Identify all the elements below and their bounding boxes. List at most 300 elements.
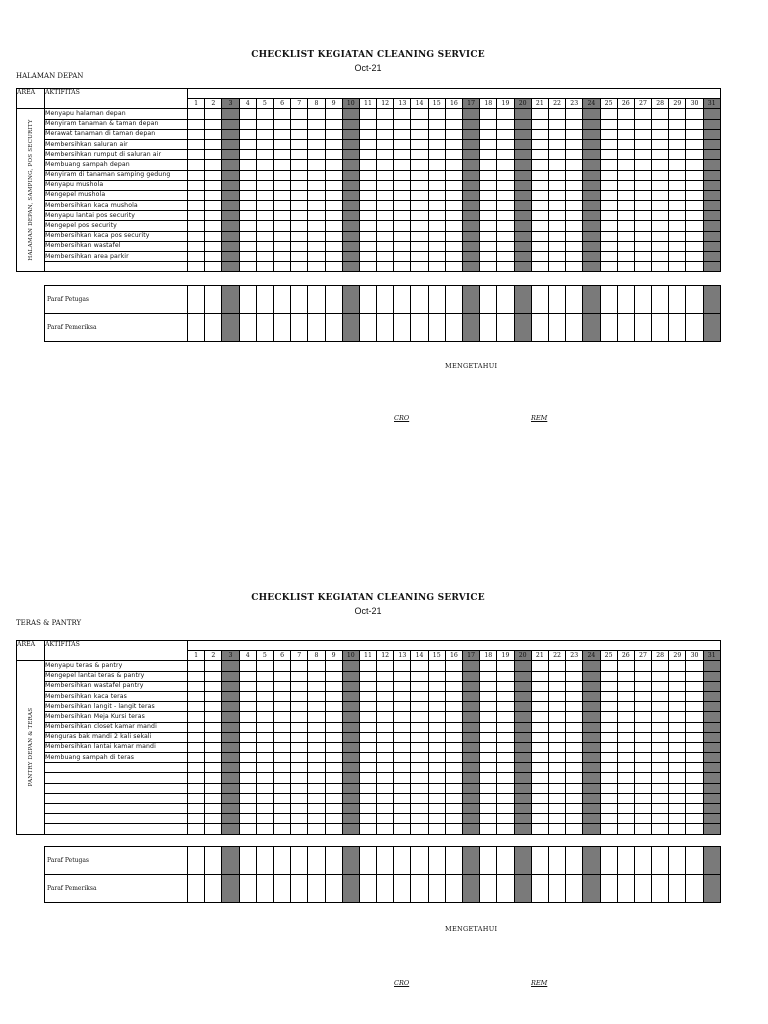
check-cell[interactable]: [394, 712, 411, 722]
check-cell[interactable]: [342, 753, 359, 763]
check-cell[interactable]: [342, 742, 359, 752]
check-cell[interactable]: [652, 814, 669, 824]
check-cell[interactable]: [325, 190, 342, 200]
check-cell[interactable]: [548, 793, 565, 803]
check-cell[interactable]: [514, 742, 531, 752]
check-cell[interactable]: [342, 804, 359, 814]
check-cell[interactable]: [686, 241, 703, 251]
check-cell[interactable]: [566, 773, 583, 783]
check-cell[interactable]: [634, 783, 651, 793]
check-cell[interactable]: [394, 824, 411, 834]
check-cell[interactable]: [600, 201, 617, 211]
check-cell[interactable]: [256, 671, 273, 681]
check-cell[interactable]: [291, 763, 308, 773]
signature-cell[interactable]: [205, 875, 222, 903]
check-cell[interactable]: [222, 190, 239, 200]
check-cell[interactable]: [359, 804, 376, 814]
check-cell[interactable]: [703, 824, 720, 834]
check-cell[interactable]: [686, 824, 703, 834]
check-cell[interactable]: [377, 691, 394, 701]
check-cell[interactable]: [617, 712, 634, 722]
check-cell[interactable]: [411, 170, 428, 180]
check-cell[interactable]: [480, 712, 497, 722]
check-cell[interactable]: [514, 201, 531, 211]
check-cell[interactable]: [669, 661, 686, 671]
check-cell[interactable]: [548, 139, 565, 149]
check-cell[interactable]: [463, 252, 480, 262]
check-cell[interactable]: [291, 783, 308, 793]
check-cell[interactable]: [359, 139, 376, 149]
check-cell[interactable]: [428, 150, 445, 160]
signature-cell[interactable]: [308, 286, 325, 314]
check-cell[interactable]: [686, 190, 703, 200]
check-cell[interactable]: [188, 160, 205, 170]
check-cell[interactable]: [222, 170, 239, 180]
check-cell[interactable]: [291, 753, 308, 763]
check-cell[interactable]: [566, 180, 583, 190]
check-cell[interactable]: [291, 681, 308, 691]
check-cell[interactable]: [377, 231, 394, 241]
check-cell[interactable]: [325, 824, 342, 834]
check-cell[interactable]: [291, 824, 308, 834]
check-cell[interactable]: [359, 824, 376, 834]
check-cell[interactable]: [514, 180, 531, 190]
check-cell[interactable]: [428, 742, 445, 752]
check-cell[interactable]: [205, 119, 222, 129]
check-cell[interactable]: [188, 742, 205, 752]
check-cell[interactable]: [394, 241, 411, 251]
check-cell[interactable]: [617, 793, 634, 803]
signature-cell[interactable]: [291, 847, 308, 875]
check-cell[interactable]: [308, 671, 325, 681]
check-cell[interactable]: [411, 753, 428, 763]
check-cell[interactable]: [273, 722, 290, 732]
check-cell[interactable]: [256, 814, 273, 824]
check-cell[interactable]: [359, 702, 376, 712]
check-cell[interactable]: [325, 231, 342, 241]
check-cell[interactable]: [566, 241, 583, 251]
check-cell[interactable]: [222, 139, 239, 149]
check-cell[interactable]: [239, 804, 256, 814]
check-cell[interactable]: [377, 804, 394, 814]
signature-cell[interactable]: [497, 875, 514, 903]
check-cell[interactable]: [531, 150, 548, 160]
check-cell[interactable]: [256, 712, 273, 722]
check-cell[interactable]: [652, 252, 669, 262]
check-cell[interactable]: [445, 139, 462, 149]
check-cell[interactable]: [394, 783, 411, 793]
signature-cell[interactable]: [703, 314, 720, 342]
check-cell[interactable]: [394, 231, 411, 241]
check-cell[interactable]: [411, 119, 428, 129]
check-cell[interactable]: [583, 262, 600, 272]
check-cell[interactable]: [445, 201, 462, 211]
check-cell[interactable]: [188, 691, 205, 701]
check-cell[interactable]: [359, 241, 376, 251]
check-cell[interactable]: [583, 753, 600, 763]
check-cell[interactable]: [256, 180, 273, 190]
signature-cell[interactable]: [428, 286, 445, 314]
signature-cell[interactable]: [703, 875, 720, 903]
signature-cell[interactable]: [411, 286, 428, 314]
check-cell[interactable]: [411, 150, 428, 160]
check-cell[interactable]: [428, 160, 445, 170]
check-cell[interactable]: [411, 262, 428, 272]
check-cell[interactable]: [445, 252, 462, 262]
check-cell[interactable]: [686, 119, 703, 129]
signature-cell[interactable]: [566, 875, 583, 903]
check-cell[interactable]: [188, 732, 205, 742]
check-cell[interactable]: [617, 109, 634, 119]
check-cell[interactable]: [273, 732, 290, 742]
signature-cell[interactable]: [548, 286, 565, 314]
check-cell[interactable]: [600, 702, 617, 712]
check-cell[interactable]: [497, 691, 514, 701]
check-cell[interactable]: [377, 150, 394, 160]
check-cell[interactable]: [600, 763, 617, 773]
signature-cell[interactable]: [239, 286, 256, 314]
check-cell[interactable]: [222, 702, 239, 712]
check-cell[interactable]: [325, 763, 342, 773]
check-cell[interactable]: [566, 702, 583, 712]
check-cell[interactable]: [205, 160, 222, 170]
check-cell[interactable]: [239, 732, 256, 742]
check-cell[interactable]: [377, 129, 394, 139]
check-cell[interactable]: [600, 814, 617, 824]
check-cell[interactable]: [411, 160, 428, 170]
check-cell[interactable]: [445, 824, 462, 834]
check-cell[interactable]: [463, 773, 480, 783]
check-cell[interactable]: [669, 241, 686, 251]
check-cell[interactable]: [359, 231, 376, 241]
check-cell[interactable]: [514, 252, 531, 262]
signature-cell[interactable]: [256, 314, 273, 342]
signature-cell[interactable]: [686, 314, 703, 342]
check-cell[interactable]: [325, 783, 342, 793]
check-cell[interactable]: [273, 702, 290, 712]
check-cell[interactable]: [377, 221, 394, 231]
check-cell[interactable]: [617, 231, 634, 241]
check-cell[interactable]: [273, 190, 290, 200]
check-cell[interactable]: [652, 753, 669, 763]
check-cell[interactable]: [634, 804, 651, 814]
check-cell[interactable]: [445, 702, 462, 712]
check-cell[interactable]: [359, 221, 376, 231]
check-cell[interactable]: [686, 712, 703, 722]
check-cell[interactable]: [239, 742, 256, 752]
check-cell[interactable]: [703, 160, 720, 170]
signature-cell[interactable]: [548, 847, 565, 875]
check-cell[interactable]: [652, 793, 669, 803]
check-cell[interactable]: [669, 262, 686, 272]
check-cell[interactable]: [703, 671, 720, 681]
check-cell[interactable]: [583, 804, 600, 814]
check-cell[interactable]: [445, 681, 462, 691]
check-cell[interactable]: [188, 753, 205, 763]
check-cell[interactable]: [308, 139, 325, 149]
signature-cell[interactable]: [273, 286, 290, 314]
check-cell[interactable]: [222, 262, 239, 272]
signature-cell[interactable]: [325, 847, 342, 875]
check-cell[interactable]: [514, 190, 531, 200]
signature-cell[interactable]: [445, 875, 462, 903]
check-cell[interactable]: [394, 190, 411, 200]
check-cell[interactable]: [514, 221, 531, 231]
check-cell[interactable]: [377, 722, 394, 732]
signature-cell[interactable]: [205, 314, 222, 342]
check-cell[interactable]: [239, 753, 256, 763]
signature-cell[interactable]: [445, 847, 462, 875]
check-cell[interactable]: [308, 129, 325, 139]
check-cell[interactable]: [325, 691, 342, 701]
check-cell[interactable]: [634, 671, 651, 681]
signature-cell[interactable]: [205, 286, 222, 314]
check-cell[interactable]: [445, 783, 462, 793]
check-cell[interactable]: [600, 139, 617, 149]
check-cell[interactable]: [652, 221, 669, 231]
check-cell[interactable]: [291, 241, 308, 251]
check-cell[interactable]: [291, 180, 308, 190]
check-cell[interactable]: [291, 201, 308, 211]
check-cell[interactable]: [291, 702, 308, 712]
check-cell[interactable]: [222, 150, 239, 160]
check-cell[interactable]: [583, 241, 600, 251]
check-cell[interactable]: [445, 691, 462, 701]
check-cell[interactable]: [497, 211, 514, 221]
check-cell[interactable]: [600, 661, 617, 671]
signature-cell[interactable]: [566, 847, 583, 875]
check-cell[interactable]: [497, 814, 514, 824]
check-cell[interactable]: [342, 180, 359, 190]
signature-cell[interactable]: [377, 847, 394, 875]
check-cell[interactable]: [411, 201, 428, 211]
check-cell[interactable]: [463, 201, 480, 211]
check-cell[interactable]: [273, 824, 290, 834]
check-cell[interactable]: [377, 814, 394, 824]
check-cell[interactable]: [342, 262, 359, 272]
check-cell[interactable]: [463, 241, 480, 251]
check-cell[interactable]: [325, 671, 342, 681]
check-cell[interactable]: [428, 793, 445, 803]
check-cell[interactable]: [634, 201, 651, 211]
check-cell[interactable]: [291, 211, 308, 221]
check-cell[interactable]: [669, 712, 686, 722]
check-cell[interactable]: [342, 211, 359, 221]
check-cell[interactable]: [463, 691, 480, 701]
check-cell[interactable]: [548, 231, 565, 241]
check-cell[interactable]: [703, 241, 720, 251]
check-cell[interactable]: [188, 671, 205, 681]
check-cell[interactable]: [617, 763, 634, 773]
check-cell[interactable]: [428, 190, 445, 200]
check-cell[interactable]: [566, 221, 583, 231]
check-cell[interactable]: [428, 119, 445, 129]
check-cell[interactable]: [411, 732, 428, 742]
check-cell[interactable]: [445, 262, 462, 272]
check-cell[interactable]: [531, 753, 548, 763]
check-cell[interactable]: [548, 691, 565, 701]
check-cell[interactable]: [566, 119, 583, 129]
check-cell[interactable]: [703, 691, 720, 701]
signature-cell[interactable]: [686, 875, 703, 903]
check-cell[interactable]: [273, 804, 290, 814]
check-cell[interactable]: [325, 211, 342, 221]
check-cell[interactable]: [411, 671, 428, 681]
check-cell[interactable]: [359, 190, 376, 200]
check-cell[interactable]: [703, 170, 720, 180]
check-cell[interactable]: [600, 793, 617, 803]
check-cell[interactable]: [359, 119, 376, 129]
check-cell[interactable]: [394, 691, 411, 701]
check-cell[interactable]: [703, 129, 720, 139]
check-cell[interactable]: [411, 231, 428, 241]
check-cell[interactable]: [205, 109, 222, 119]
check-cell[interactable]: [291, 773, 308, 783]
signature-cell[interactable]: [411, 847, 428, 875]
check-cell[interactable]: [531, 190, 548, 200]
signature-cell[interactable]: [583, 314, 600, 342]
signature-cell[interactable]: [342, 847, 359, 875]
check-cell[interactable]: [669, 139, 686, 149]
check-cell[interactable]: [205, 671, 222, 681]
check-cell[interactable]: [652, 139, 669, 149]
check-cell[interactable]: [188, 814, 205, 824]
check-cell[interactable]: [480, 139, 497, 149]
check-cell[interactable]: [411, 773, 428, 783]
check-cell[interactable]: [273, 252, 290, 262]
check-cell[interactable]: [291, 804, 308, 814]
check-cell[interactable]: [686, 231, 703, 241]
check-cell[interactable]: [239, 241, 256, 251]
check-cell[interactable]: [394, 763, 411, 773]
check-cell[interactable]: [634, 119, 651, 129]
check-cell[interactable]: [634, 824, 651, 834]
check-cell[interactable]: [239, 814, 256, 824]
check-cell[interactable]: [566, 814, 583, 824]
check-cell[interactable]: [514, 712, 531, 722]
check-cell[interactable]: [497, 262, 514, 272]
signature-cell[interactable]: [480, 847, 497, 875]
check-cell[interactable]: [652, 180, 669, 190]
signature-cell[interactable]: [548, 875, 565, 903]
check-cell[interactable]: [188, 783, 205, 793]
check-cell[interactable]: [686, 722, 703, 732]
check-cell[interactable]: [308, 793, 325, 803]
check-cell[interactable]: [634, 211, 651, 221]
check-cell[interactable]: [703, 722, 720, 732]
check-cell[interactable]: [514, 753, 531, 763]
check-cell[interactable]: [308, 824, 325, 834]
check-cell[interactable]: [617, 221, 634, 231]
check-cell[interactable]: [205, 732, 222, 742]
signature-cell[interactable]: [428, 875, 445, 903]
check-cell[interactable]: [566, 139, 583, 149]
check-cell[interactable]: [497, 742, 514, 752]
check-cell[interactable]: [497, 804, 514, 814]
check-cell[interactable]: [463, 139, 480, 149]
check-cell[interactable]: [497, 150, 514, 160]
check-cell[interactable]: [359, 763, 376, 773]
check-cell[interactable]: [617, 671, 634, 681]
check-cell[interactable]: [514, 160, 531, 170]
check-cell[interactable]: [205, 241, 222, 251]
check-cell[interactable]: [669, 742, 686, 752]
check-cell[interactable]: [548, 129, 565, 139]
check-cell[interactable]: [411, 712, 428, 722]
check-cell[interactable]: [583, 783, 600, 793]
check-cell[interactable]: [188, 109, 205, 119]
check-cell[interactable]: [669, 753, 686, 763]
check-cell[interactable]: [634, 180, 651, 190]
check-cell[interactable]: [239, 201, 256, 211]
check-cell[interactable]: [497, 252, 514, 262]
check-cell[interactable]: [445, 190, 462, 200]
check-cell[interactable]: [566, 190, 583, 200]
check-cell[interactable]: [222, 722, 239, 732]
signature-cell[interactable]: [617, 875, 634, 903]
check-cell[interactable]: [239, 763, 256, 773]
check-cell[interactable]: [566, 262, 583, 272]
check-cell[interactable]: [256, 252, 273, 262]
check-cell[interactable]: [463, 262, 480, 272]
check-cell[interactable]: [308, 814, 325, 824]
signature-cell[interactable]: [359, 286, 376, 314]
check-cell[interactable]: [514, 671, 531, 681]
check-cell[interactable]: [377, 109, 394, 119]
check-cell[interactable]: [600, 170, 617, 180]
check-cell[interactable]: [514, 241, 531, 251]
check-cell[interactable]: [497, 180, 514, 190]
check-cell[interactable]: [669, 221, 686, 231]
check-cell[interactable]: [531, 211, 548, 221]
check-cell[interactable]: [703, 150, 720, 160]
signature-cell[interactable]: [634, 314, 651, 342]
signature-cell[interactable]: [291, 875, 308, 903]
signature-cell[interactable]: [359, 847, 376, 875]
check-cell[interactable]: [445, 793, 462, 803]
check-cell[interactable]: [256, 681, 273, 691]
check-cell[interactable]: [188, 763, 205, 773]
check-cell[interactable]: [514, 702, 531, 712]
signature-cell[interactable]: [256, 286, 273, 314]
check-cell[interactable]: [548, 773, 565, 783]
check-cell[interactable]: [548, 221, 565, 231]
check-cell[interactable]: [205, 221, 222, 231]
check-cell[interactable]: [273, 211, 290, 221]
check-cell[interactable]: [342, 681, 359, 691]
check-cell[interactable]: [188, 722, 205, 732]
check-cell[interactable]: [686, 129, 703, 139]
check-cell[interactable]: [514, 824, 531, 834]
check-cell[interactable]: [669, 763, 686, 773]
check-cell[interactable]: [652, 783, 669, 793]
check-cell[interactable]: [205, 262, 222, 272]
check-cell[interactable]: [445, 814, 462, 824]
check-cell[interactable]: [256, 702, 273, 712]
check-cell[interactable]: [686, 262, 703, 272]
check-cell[interactable]: [531, 824, 548, 834]
check-cell[interactable]: [463, 824, 480, 834]
check-cell[interactable]: [239, 722, 256, 732]
signature-cell[interactable]: [428, 314, 445, 342]
check-cell[interactable]: [205, 722, 222, 732]
check-cell[interactable]: [205, 793, 222, 803]
check-cell[interactable]: [480, 691, 497, 701]
check-cell[interactable]: [480, 211, 497, 221]
check-cell[interactable]: [428, 814, 445, 824]
check-cell[interactable]: [411, 221, 428, 231]
check-cell[interactable]: [617, 180, 634, 190]
